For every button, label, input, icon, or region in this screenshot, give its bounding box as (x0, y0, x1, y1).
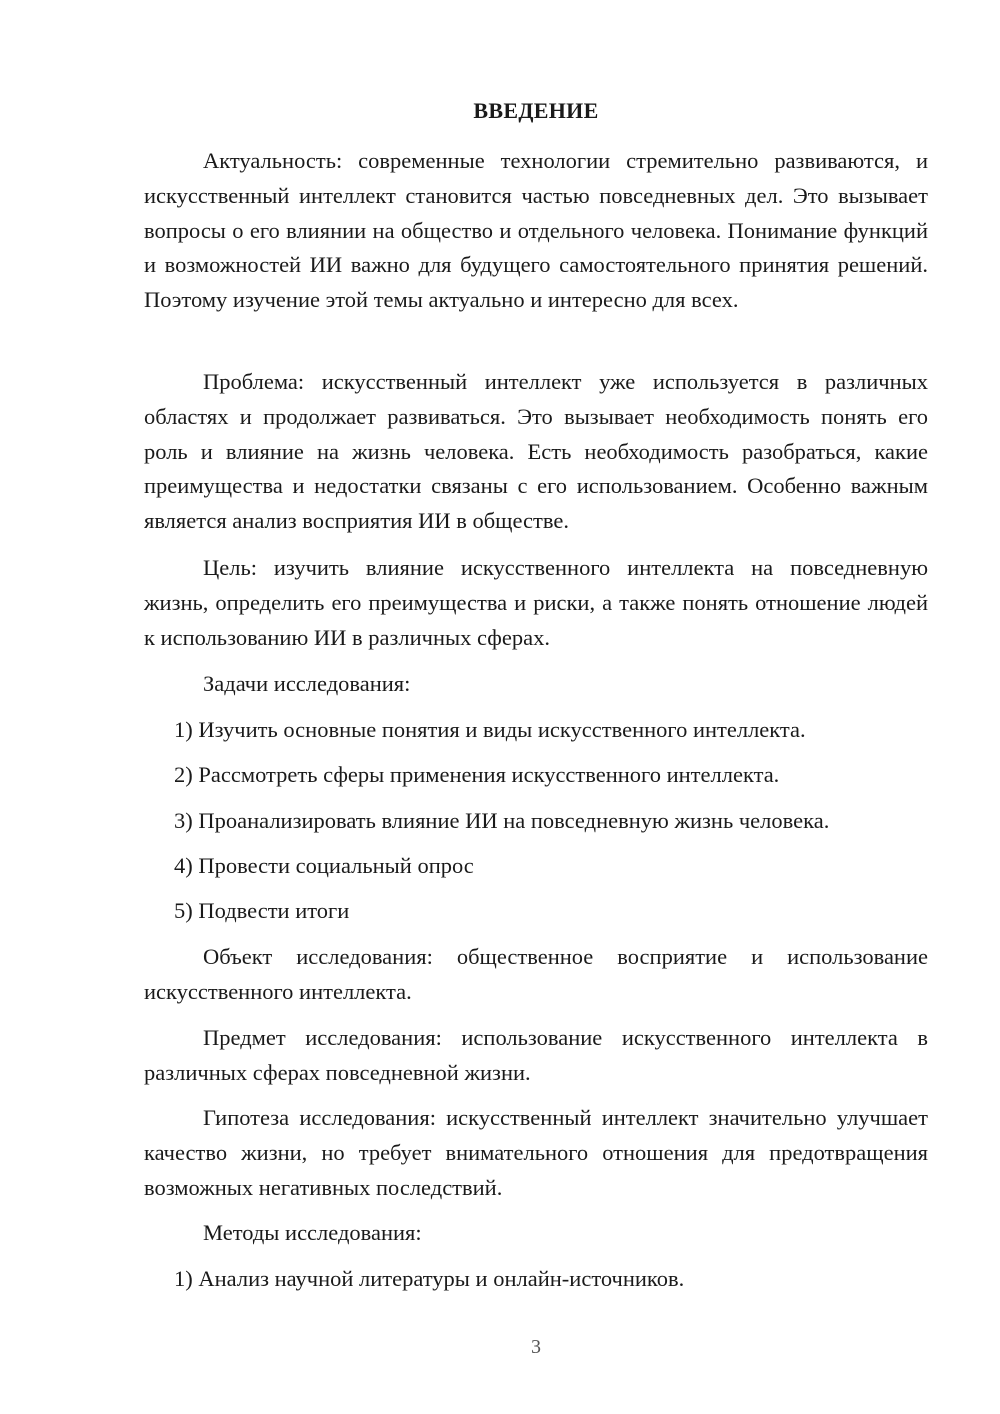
methods-title: Методы исследования: (203, 1220, 422, 1245)
method-item: 1) Анализ научной литературы и онлайн-источников. (174, 1266, 685, 1291)
task-item: 3) Проанализировать влияние ИИ на повседневную жизнь человека. (174, 808, 830, 833)
subject-paragraph: Предмет исследования: использование искусственного интеллекта в различных сферах повседневной жизни. (144, 1025, 928, 1085)
problem-paragraph: Проблема: искусственный интеллект уже используется в различных областях и продолжает развиваться. Это вызывает необходимость понять его роль и влияние на жизнь человека. Есть необходимость разобраться, какие преимущества и недостатки связаны с его использованием. Особенно важным является анализ восприятия ИИ в обществе. (144, 369, 928, 534)
object-paragraph: Объект исследования: общественное восприятие и использование искусственного интеллекта. (144, 944, 928, 1004)
goal-paragraph: Цель: изучить влияние искусственного интеллекта на повседневную жизнь, определить его преимущества и риски, а также понять отношение людей к использованию ИИ в различных сферах. (144, 555, 928, 650)
tasks-title: Задачи исследования: (203, 671, 411, 696)
task-item: 5) Подвести итоги (174, 898, 350, 923)
page-number: 3 (531, 1336, 541, 1358)
task-item: 4) Провести социальный опрос (174, 853, 474, 878)
task-item: 1) Изучить основные понятия и виды искусственного интеллекта. (174, 717, 806, 742)
relevance-paragraph: Актуальность: современные технологии стремительно развиваются, и искусственный интеллект становится частью повседневных дел. Это вызывает вопросы о его влиянии на общество и отдельного человека. Понимание функций и возможностей ИИ важно для будущего самостоятельного принятия решений. Поэтому изучение этой темы актуально и интересно для всех. (144, 148, 928, 313)
hypothesis-paragraph: Гипотеза исследования: искусственный интеллект значительно улучшает качество жизни, но требует внимательного отношения для предотвращения возможных негативных последствий. (144, 1105, 928, 1200)
task-item: 2) Рассмотреть сферы применения искусственного интеллекта. (174, 762, 780, 787)
section-heading: ВВЕДЕНИЕ (473, 98, 599, 123)
